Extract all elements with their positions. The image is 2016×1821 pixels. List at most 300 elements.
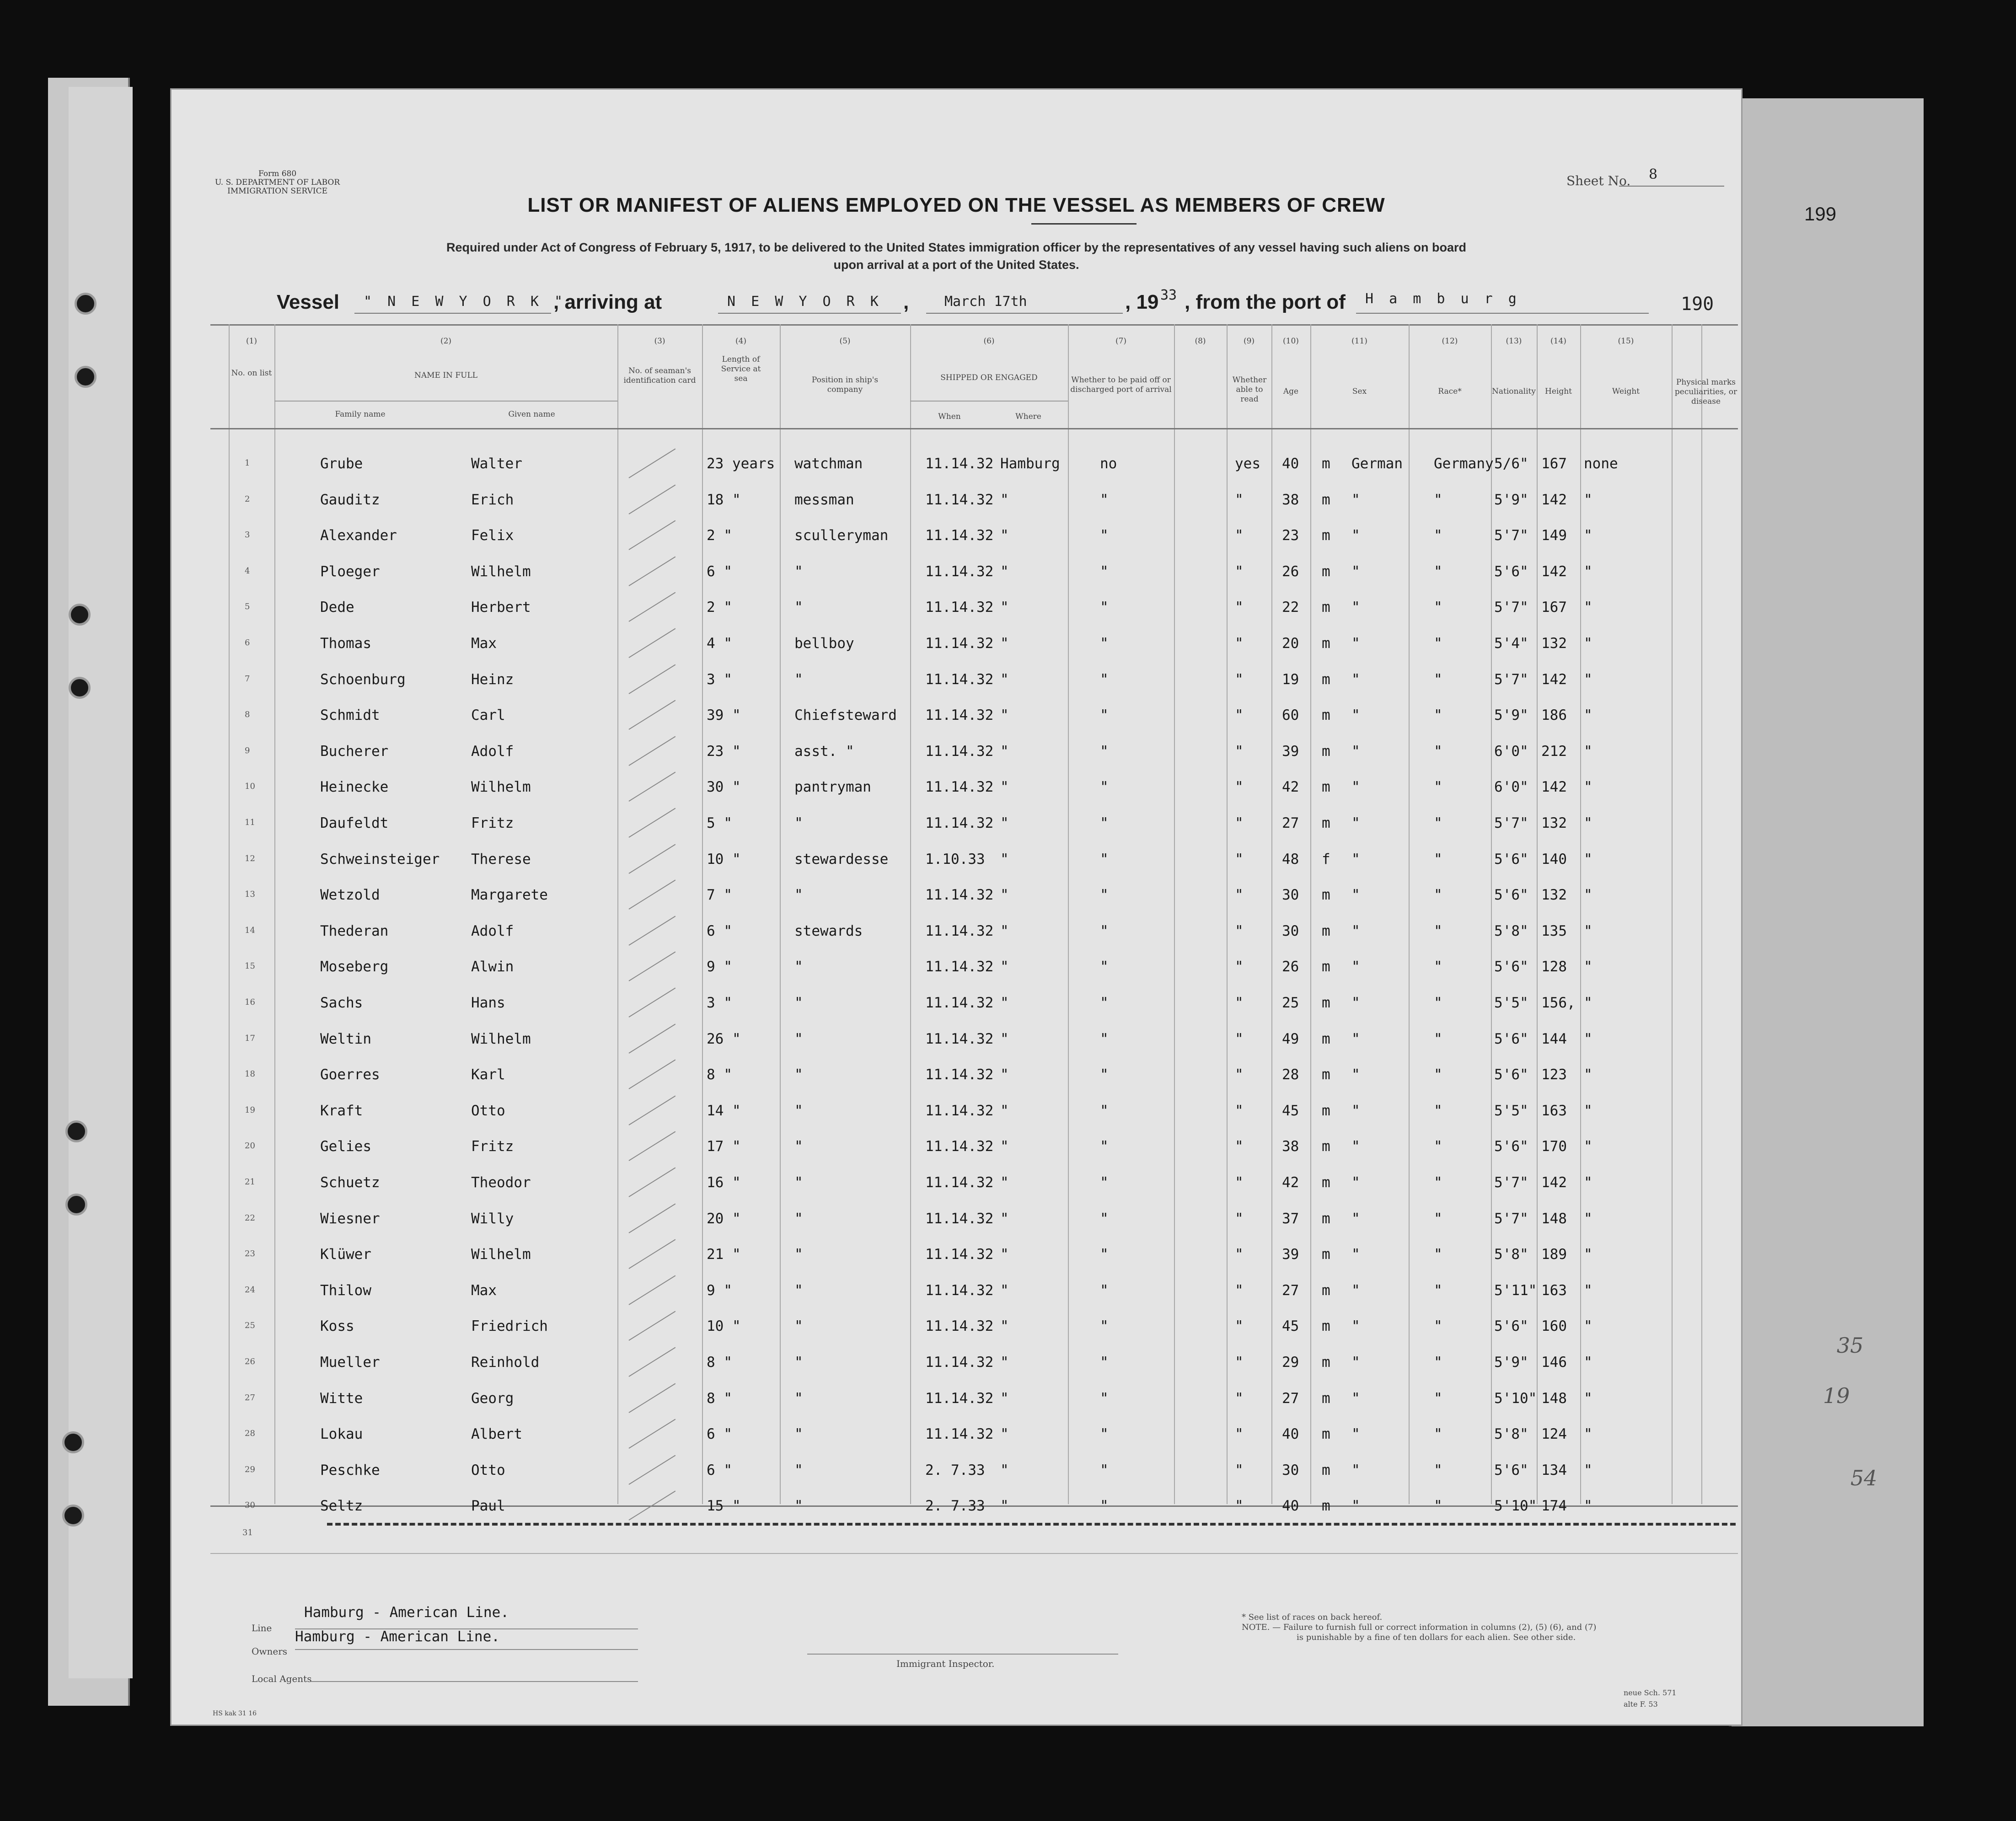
sex: m	[1322, 599, 1330, 616]
paid-off: "	[1100, 635, 1109, 652]
position: "	[794, 1030, 803, 1047]
paid-off: "	[1100, 743, 1109, 760]
family-name: Bucherer	[320, 743, 389, 760]
position: "	[794, 671, 803, 688]
sex: m	[1322, 671, 1330, 688]
sex: m	[1322, 527, 1330, 544]
physical-marks: "	[1584, 1462, 1592, 1478]
able-to-read: "	[1235, 1102, 1244, 1119]
able-to-read: "	[1235, 887, 1244, 904]
able-to-read: "	[1235, 1498, 1244, 1515]
paid-off: "	[1100, 922, 1109, 939]
nationality: "	[1434, 815, 1442, 831]
weight: 212	[1541, 743, 1567, 760]
note-races: * See list of races on back hereof.	[1242, 1612, 1383, 1622]
position: "	[794, 1174, 803, 1191]
table-row	[172, 1354, 1741, 1390]
header-nationality: Nationality	[1492, 387, 1536, 396]
sex: m	[1322, 491, 1330, 508]
able-to-read: "	[1235, 1390, 1244, 1407]
weight: 132	[1541, 887, 1567, 904]
paid-off: "	[1100, 671, 1109, 688]
position: "	[794, 563, 803, 580]
position: "	[794, 1426, 803, 1443]
physical-marks: "	[1584, 995, 1592, 1011]
family-name: Moseberg	[320, 959, 389, 975]
able-to-read: "	[1235, 1318, 1244, 1335]
binder-hole-icon	[62, 1505, 84, 1526]
weight: 142	[1541, 563, 1567, 580]
from-port: H a m b u r g	[1365, 291, 1520, 307]
given-name: Friedrich	[471, 1318, 548, 1335]
service-length: 30 "	[707, 779, 741, 796]
col-num: (2)	[440, 337, 452, 346]
nationality: "	[1434, 1138, 1442, 1155]
nationality: "	[1434, 887, 1442, 904]
height: 5'7"	[1494, 599, 1528, 616]
family-name: Sachs	[320, 995, 363, 1011]
nationality: "	[1434, 1498, 1442, 1515]
weight: 163	[1541, 1282, 1567, 1299]
shipped-when: 11.14.32	[925, 1318, 994, 1335]
nationality: "	[1434, 1210, 1442, 1227]
service-length: 8 "	[707, 1390, 732, 1407]
race: "	[1351, 707, 1360, 724]
paid-off: "	[1100, 887, 1109, 904]
sex: m	[1322, 455, 1330, 472]
age: 27	[1282, 1282, 1299, 1299]
shipped-when: 11.14.32	[925, 707, 994, 724]
given-name: Felix	[471, 527, 514, 544]
shipped-when: 11.14.32	[925, 1174, 994, 1191]
shipped-when: 11.14.32	[925, 959, 994, 975]
sex: m	[1322, 1210, 1330, 1227]
form-number: Form 680	[258, 169, 297, 178]
shipped-when: 1.10.33	[925, 851, 985, 868]
position: "	[794, 1066, 803, 1083]
weight: 142	[1541, 491, 1567, 508]
physical-marks: "	[1584, 1246, 1592, 1263]
physical-marks: "	[1584, 815, 1592, 831]
header-where: Where	[1015, 412, 1041, 421]
age: 39	[1282, 743, 1299, 760]
binder-hole-icon	[75, 366, 97, 388]
service-length: 15 "	[707, 1498, 741, 1515]
age: 48	[1282, 851, 1299, 868]
nationality: "	[1434, 491, 1442, 508]
shipped-when: 11.14.32	[925, 671, 994, 688]
row-number: 28	[245, 1429, 255, 1439]
form-identifier	[215, 170, 340, 196]
col-num: (4)	[735, 337, 747, 346]
service-length: 6 "	[707, 1426, 732, 1443]
shipped-where: "	[1000, 1426, 1009, 1443]
table-row	[172, 923, 1741, 959]
row-number: 7	[245, 674, 250, 684]
shipped-where: "	[1000, 527, 1009, 544]
nationality: "	[1434, 959, 1442, 975]
sheet-underline	[1619, 186, 1724, 187]
agents-rule	[311, 1681, 638, 1682]
weight: 160	[1541, 1318, 1567, 1335]
able-to-read: "	[1235, 1066, 1244, 1083]
able-to-read: "	[1235, 527, 1244, 544]
shipped-when: 11.14.32	[925, 491, 994, 508]
height: 5'9"	[1494, 707, 1528, 724]
physical-marks: none	[1584, 455, 1618, 472]
owners-label: Owners	[252, 1646, 288, 1657]
row-number: 1	[245, 458, 250, 468]
race: "	[1351, 743, 1360, 760]
weight: 132	[1541, 815, 1567, 831]
able-to-read: "	[1235, 1138, 1244, 1155]
shipped-where: "	[1000, 1102, 1009, 1119]
paid-off: "	[1100, 599, 1109, 616]
vessel-name: " N E W Y O R K "	[364, 294, 567, 310]
corner-note-2: alte F. 53	[1624, 1700, 1658, 1709]
nationality: "	[1434, 1462, 1442, 1478]
shipped-when: 11.14.32	[925, 455, 994, 472]
given-name: Herbert	[471, 599, 531, 616]
physical-marks: "	[1584, 491, 1592, 508]
height: 5'5"	[1494, 995, 1528, 1011]
nationality: "	[1434, 563, 1442, 580]
col-num: (10)	[1283, 337, 1299, 346]
row-number: 13	[245, 889, 255, 900]
line-label: Line	[252, 1623, 272, 1634]
shipped-when: 11.14.32	[925, 563, 994, 580]
given-name: Walter	[471, 455, 522, 472]
header-height: Height	[1545, 387, 1572, 396]
service-length: 14 "	[707, 1102, 741, 1119]
nationality: "	[1434, 1246, 1442, 1263]
header-weight: Weight	[1612, 387, 1640, 396]
inspector-label: Immigrant Inspector.	[896, 1658, 995, 1669]
given-name: Albert	[471, 1426, 522, 1443]
table-row	[172, 671, 1741, 707]
shipped-where: "	[1000, 1066, 1009, 1083]
table-row	[172, 1462, 1741, 1498]
height: 5'6"	[1494, 887, 1528, 904]
able-to-read: "	[1235, 635, 1244, 652]
race: "	[1351, 922, 1360, 939]
able-to-read: "	[1235, 995, 1244, 1011]
position: "	[794, 1138, 803, 1155]
row-number: 5	[245, 602, 250, 612]
comma: ,	[903, 291, 909, 313]
service-length: 21 "	[707, 1246, 741, 1263]
family-name: Gelies	[320, 1138, 371, 1155]
physical-marks: "	[1584, 1390, 1592, 1407]
family-name: Schweinsteiger	[320, 851, 440, 868]
height: 5'10"	[1494, 1498, 1537, 1515]
sex: m	[1322, 707, 1330, 724]
family-name: Mueller	[320, 1354, 380, 1371]
weight: 132	[1541, 635, 1567, 652]
given-name: Theodor	[471, 1174, 531, 1191]
line-value: Hamburg - American Line.	[304, 1604, 509, 1621]
arriving-label: , arriving at	[553, 291, 662, 313]
sex: m	[1322, 1066, 1330, 1083]
weight: 167	[1541, 599, 1567, 616]
able-to-read: "	[1235, 1354, 1244, 1371]
race: "	[1351, 1210, 1360, 1227]
title-rule	[1031, 223, 1137, 225]
given-name: Wilhelm	[471, 1246, 531, 1263]
row-number: 23	[245, 1249, 255, 1259]
height: 5'6"	[1494, 563, 1528, 580]
able-to-read: "	[1235, 707, 1244, 724]
age: 42	[1282, 1174, 1299, 1191]
sex: m	[1322, 959, 1330, 975]
age: 29	[1282, 1354, 1299, 1371]
col-num: (11)	[1351, 337, 1367, 346]
age: 39	[1282, 1246, 1299, 1263]
year-label: , 19	[1125, 291, 1159, 313]
weight: 144	[1541, 1030, 1567, 1047]
shipped-when: 11.14.32	[925, 635, 994, 652]
position: "	[794, 1390, 803, 1407]
weight: 167	[1541, 455, 1567, 472]
margin-note-3: 54	[1850, 1466, 1877, 1490]
shipped-where: "	[1000, 1318, 1009, 1335]
row-number: 27	[245, 1393, 255, 1403]
height: 5'5"	[1494, 1102, 1528, 1119]
age: 30	[1282, 1462, 1299, 1478]
binder-hole-icon	[69, 677, 91, 699]
header-position: Position in ship's company	[811, 375, 879, 394]
race: "	[1351, 1354, 1360, 1371]
table-row	[172, 1318, 1741, 1354]
service-length: 7 "	[707, 887, 732, 904]
race: "	[1351, 1174, 1360, 1191]
header-family: Family name	[335, 410, 386, 419]
service-length: 5 "	[707, 815, 732, 831]
row-number: 22	[245, 1213, 255, 1223]
service-length: 4 "	[707, 635, 732, 652]
physical-marks: "	[1584, 1210, 1592, 1227]
age: 23	[1282, 527, 1299, 544]
shipped-where: "	[1000, 635, 1009, 652]
stamp-number: 199	[1804, 203, 1837, 225]
paid-off: "	[1100, 851, 1109, 868]
binder-hole-icon	[65, 1194, 87, 1216]
col-num: (5)	[839, 337, 851, 346]
shipped-where: "	[1000, 563, 1009, 580]
height: 5/6"	[1494, 455, 1528, 472]
height: 5'9"	[1494, 1354, 1528, 1371]
weight: 163	[1541, 1102, 1567, 1119]
sex: m	[1322, 1390, 1330, 1407]
footer-notes	[1242, 1612, 1596, 1643]
header-age: Age	[1283, 387, 1299, 396]
row-number: 8	[245, 710, 250, 720]
family-name: Witte	[320, 1390, 363, 1407]
weight: 186	[1541, 707, 1567, 724]
height: 6'0"	[1494, 779, 1528, 796]
weight: 142	[1541, 1174, 1567, 1191]
race: "	[1351, 1390, 1360, 1407]
age: 40	[1282, 455, 1299, 472]
physical-marks: "	[1584, 1426, 1592, 1443]
header-race: Race*	[1438, 387, 1462, 396]
sex: m	[1322, 1102, 1330, 1119]
table-row	[172, 492, 1741, 527]
family-name: Daufeldt	[320, 815, 389, 831]
given-name: Karl	[471, 1066, 505, 1083]
nationality: "	[1434, 1426, 1442, 1443]
weight: 156,	[1541, 995, 1576, 1011]
row-number: 4	[245, 566, 250, 576]
physical-marks: "	[1584, 671, 1592, 688]
service-length: 10 "	[707, 851, 741, 868]
year-value: 33	[1160, 287, 1177, 303]
nationality: "	[1434, 1318, 1442, 1335]
table-row	[172, 599, 1741, 635]
col-num: (1)	[246, 337, 257, 346]
position: "	[794, 1354, 803, 1371]
shipped-where: "	[1000, 707, 1009, 724]
shipped-when: 11.14.32	[925, 1282, 994, 1299]
height: 5'7"	[1494, 527, 1528, 544]
position: bellboy	[794, 635, 854, 652]
header-shipped: SHIPPED OR ENGAGED	[940, 373, 1038, 382]
able-to-read: "	[1235, 779, 1244, 796]
note-fine: is punishable by a fine of ten dollars for each alien. See other side.	[1297, 1633, 1576, 1642]
sex: m	[1322, 1318, 1330, 1335]
age: 27	[1282, 815, 1299, 831]
position: messman	[794, 491, 854, 508]
manifest-page	[170, 88, 1837, 1726]
nationality: "	[1434, 922, 1442, 939]
owners-rule	[295, 1649, 638, 1650]
service-length: 8 "	[707, 1354, 732, 1371]
service-length: 16 "	[707, 1174, 741, 1191]
weight: 148	[1541, 1210, 1567, 1227]
service-length: 6 "	[707, 1462, 732, 1478]
shipped-when: 11.14.32	[925, 1246, 994, 1263]
weight: 149	[1541, 527, 1567, 544]
height: 5'7"	[1494, 1210, 1528, 1227]
nationality: "	[1434, 779, 1442, 796]
given-name: Willy	[471, 1210, 514, 1227]
shipped-when: 11.14.32	[925, 1030, 994, 1047]
age: 20	[1282, 635, 1299, 652]
table-row	[172, 1426, 1741, 1462]
shipped-where: "	[1000, 1462, 1009, 1478]
race: "	[1351, 563, 1360, 580]
reference-number: 190	[1681, 294, 1714, 315]
given-name: Otto	[471, 1102, 505, 1119]
age: 27	[1282, 1390, 1299, 1407]
shipped-where: "	[1000, 743, 1009, 760]
height: 5'8"	[1494, 1426, 1528, 1443]
shipped-when: 11.14.32	[925, 1102, 994, 1119]
service-length: 39 "	[707, 707, 741, 724]
given-name: Otto	[471, 1462, 505, 1478]
race: "	[1351, 1102, 1360, 1119]
race: "	[1351, 671, 1360, 688]
sex: m	[1322, 887, 1330, 904]
service-length: 6 "	[707, 563, 732, 580]
able-to-read: "	[1235, 1246, 1244, 1263]
row-number: 26	[245, 1357, 255, 1366]
arrival-date: March 17th	[944, 294, 1027, 310]
physical-marks: "	[1584, 922, 1592, 939]
race: "	[1351, 887, 1360, 904]
sex: m	[1322, 563, 1330, 580]
service-length: 3 "	[707, 671, 732, 688]
given-name: Georg	[471, 1390, 514, 1407]
sex: m	[1322, 1426, 1330, 1443]
header-read: Whether able to read	[1232, 375, 1267, 404]
age: 38	[1282, 1138, 1299, 1155]
service-length: 2 "	[707, 599, 732, 616]
family-name: Kraft	[320, 1102, 363, 1119]
position: pantryman	[794, 779, 871, 796]
paid-off: "	[1100, 491, 1109, 508]
position: sculleryman	[794, 527, 889, 544]
header-given: Given name	[508, 410, 555, 419]
sex: m	[1322, 995, 1330, 1011]
family-name: Thomas	[320, 635, 371, 652]
row-number: 17	[245, 1033, 255, 1043]
service-length: 9 "	[707, 1282, 732, 1299]
position: stewards	[794, 922, 863, 939]
physical-marks: "	[1584, 599, 1592, 616]
shipped-where: "	[1000, 1210, 1009, 1227]
position: stewardesse	[794, 851, 889, 868]
family-name: Schuetz	[320, 1174, 380, 1191]
able-to-read: "	[1235, 1462, 1244, 1478]
weight: 174	[1541, 1498, 1567, 1515]
shipped-when: 11.14.32	[925, 1066, 994, 1083]
race: "	[1351, 851, 1360, 868]
row-number: 31	[242, 1528, 253, 1537]
race: "	[1351, 959, 1360, 975]
nationality: "	[1434, 1390, 1442, 1407]
age: 30	[1282, 887, 1299, 904]
paid-off: no	[1100, 455, 1117, 472]
service-length: 17 "	[707, 1138, 741, 1155]
paid-off: "	[1100, 1498, 1109, 1515]
race: "	[1351, 779, 1360, 796]
row-number: 20	[245, 1141, 255, 1151]
race: "	[1351, 1066, 1360, 1083]
physical-marks: "	[1584, 527, 1592, 544]
able-to-read: "	[1235, 1426, 1244, 1443]
able-to-read: "	[1235, 922, 1244, 939]
table-row	[172, 527, 1741, 563]
physical-marks: "	[1584, 1066, 1592, 1083]
shipped-when: 11.14.32	[925, 1390, 994, 1407]
shipped-where: "	[1000, 959, 1009, 975]
position: "	[794, 1498, 803, 1515]
sex: m	[1322, 1498, 1330, 1515]
shipped-where: "	[1000, 1282, 1009, 1299]
position: "	[794, 599, 803, 616]
margin-note-2: 19	[1823, 1383, 1850, 1408]
table-row	[172, 1498, 1741, 1533]
service-length: 20 "	[707, 1210, 741, 1227]
paid-off: "	[1100, 815, 1109, 831]
sex: m	[1322, 1138, 1330, 1155]
table-row	[172, 1066, 1741, 1102]
service-length: 2 "	[707, 527, 732, 544]
paid-off: "	[1100, 1390, 1109, 1407]
given-name: Therese	[471, 851, 531, 868]
race: "	[1351, 599, 1360, 616]
